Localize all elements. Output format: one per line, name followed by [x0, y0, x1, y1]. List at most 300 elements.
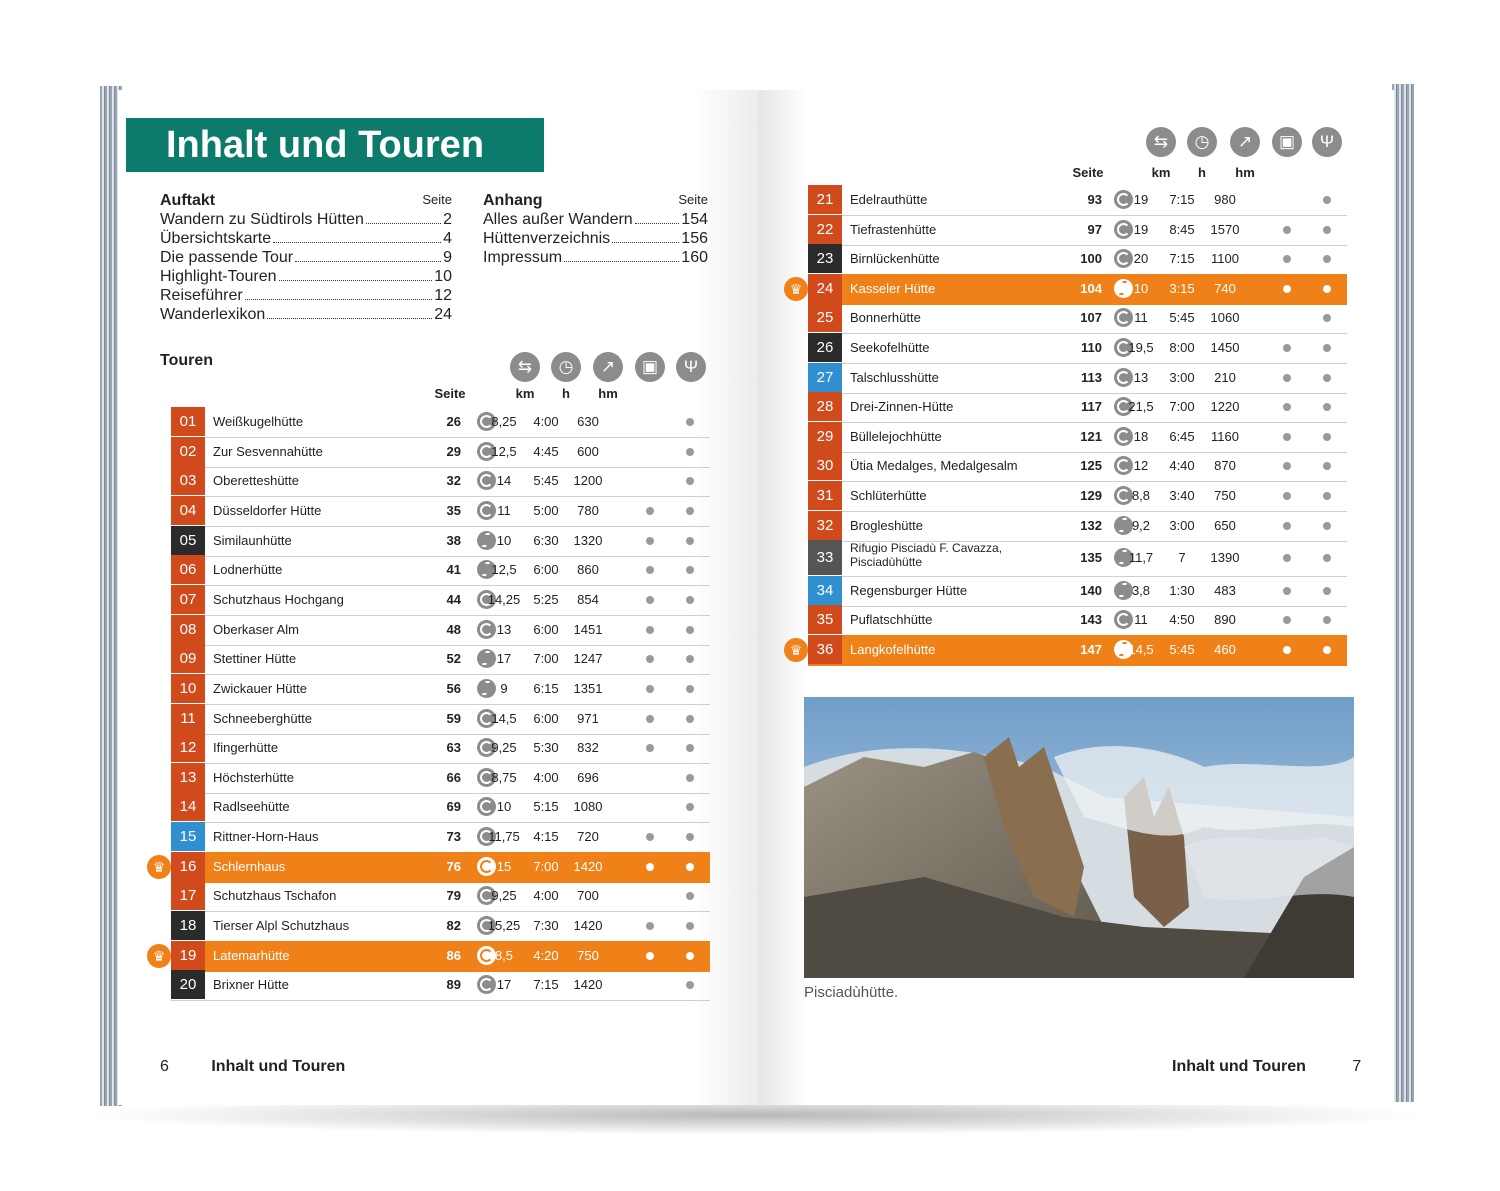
- toc-leader-dots: [245, 286, 433, 300]
- col-km: km: [1151, 165, 1171, 180]
- tour-page: 35: [446, 502, 461, 518]
- tour-elevation: 740: [1214, 280, 1236, 296]
- food-available-dot: [1323, 403, 1331, 411]
- food-available-dot: [1323, 616, 1331, 624]
- tour-hours: 1:30: [1169, 582, 1195, 598]
- food-available-dot: [686, 952, 694, 960]
- food-available-dot: [1323, 374, 1331, 382]
- tour-name: Edelrauthütte: [850, 192, 928, 207]
- toc-anhang: [483, 192, 708, 267]
- table-row[interactable]: [171, 407, 710, 438]
- tour-number: 35: [808, 605, 842, 634]
- tour-hours: 4:00: [533, 888, 559, 904]
- tour-page: 104: [1080, 280, 1102, 296]
- tour-name: Kasseler Hütte: [850, 280, 936, 296]
- tour-name: Lodnerhütte: [213, 562, 283, 578]
- table-row[interactable]: [171, 555, 710, 586]
- restaurant-icon: Ψ: [676, 352, 706, 382]
- tour-name: Bonnerhütte: [850, 310, 921, 326]
- table-row[interactable]: [171, 526, 710, 557]
- tour-page: 129: [1080, 488, 1102, 503]
- bus-available-dot: [646, 863, 654, 871]
- tour-page: 59: [446, 710, 461, 726]
- bus-available-dot: [646, 952, 654, 960]
- tour-elevation: 1060: [1210, 310, 1240, 326]
- tour-name: Schneeberghütte: [213, 710, 313, 726]
- tour-number: 05: [171, 526, 205, 555]
- toc-anhang-seite-label: Seite: [678, 192, 708, 207]
- tour-km: 11: [497, 502, 511, 518]
- tour-elevation: 980: [1214, 192, 1236, 207]
- tour-elevation: 1320: [573, 532, 603, 548]
- bus-icon: ▣: [1272, 127, 1302, 157]
- tour-elevation: 750: [1214, 488, 1236, 503]
- tour-page: 143: [1080, 612, 1102, 628]
- tour-name: Birnlückenhütte: [850, 251, 940, 267]
- tour-hours: 5:30: [533, 740, 559, 756]
- signpost-icon: ⇆: [510, 352, 540, 382]
- table-row[interactable]: [808, 185, 1347, 216]
- toc-entry[interactable]: [160, 210, 452, 229]
- highlight-crown-icon: ♛: [147, 944, 171, 968]
- food-available-dot: [686, 715, 694, 723]
- table-row[interactable]: [808, 576, 1347, 607]
- food-available-dot: [1323, 462, 1331, 470]
- toc-entry[interactable]: [483, 248, 708, 267]
- toc-leader-dots: [366, 210, 441, 224]
- tour-elevation: 971: [577, 710, 599, 726]
- tour-page: 63: [446, 740, 461, 756]
- tour-number: 11: [171, 704, 205, 733]
- toc-entry[interactable]: [160, 248, 452, 267]
- tour-km: 8,75: [491, 769, 517, 785]
- title-banner: [126, 118, 544, 172]
- tour-km: 8,8: [1131, 488, 1151, 503]
- clock-icon: ◷: [551, 352, 581, 382]
- tour-km: 3,8: [1131, 582, 1151, 598]
- table-row[interactable]: [171, 704, 710, 735]
- toc-anhang-heading: Anhang: [483, 192, 543, 209]
- tour-elevation: 860: [577, 562, 599, 578]
- food-available-dot: [1323, 646, 1331, 654]
- tour-km: 12,5: [491, 562, 517, 578]
- tour-hours: 7:15: [1169, 192, 1195, 207]
- tour-hours: 7:15: [1169, 251, 1195, 267]
- tour-name: Schlernhaus: [213, 858, 286, 874]
- tour-number: 19: [171, 941, 205, 970]
- col-seite: Seite: [1072, 165, 1104, 180]
- tour-name: Rifugio Pisciadù F. Cavazza, Pisciadùhütte: [850, 541, 1003, 570]
- tour-km: 10: [496, 532, 512, 548]
- tour-number: 17: [171, 881, 205, 910]
- tour-name: Oberkaser Alm: [213, 621, 299, 637]
- toc-entry[interactable]: [160, 229, 452, 248]
- tour-number: 22: [808, 215, 842, 244]
- tour-hours: 3:00: [1169, 517, 1195, 533]
- tour-km: 13: [496, 621, 512, 637]
- table-row[interactable]: [808, 481, 1347, 512]
- food-available-dot: [686, 448, 694, 456]
- tour-elevation: 1390: [1210, 550, 1240, 566]
- footer-right: [1172, 1058, 1361, 1076]
- toc-entry-title: Reiseführer: [160, 287, 243, 304]
- tour-name: Puflatschhütte: [850, 612, 933, 628]
- col-h: h: [1198, 165, 1206, 180]
- tour-elevation: 1451: [573, 621, 603, 637]
- table-row[interactable]: [808, 422, 1347, 453]
- food-available-dot: [686, 655, 694, 663]
- tour-hours: 7:00: [533, 858, 559, 874]
- tour-name: Stettiner Hütte: [213, 651, 297, 667]
- table-row[interactable]: [808, 363, 1347, 394]
- tour-number: 04: [171, 496, 205, 525]
- table-row[interactable]: [808, 540, 1347, 577]
- touren-heading: Touren: [160, 352, 214, 369]
- tour-km: 12,5: [491, 443, 517, 459]
- page-title: Inhalt und Touren: [166, 124, 485, 166]
- tour-page: 73: [446, 829, 461, 845]
- table-row[interactable]: [808, 333, 1347, 364]
- tour-number: 13: [171, 763, 205, 792]
- table-row[interactable]: [171, 585, 710, 616]
- food-available-dot: [1323, 433, 1331, 441]
- tour-elevation: 696: [577, 769, 599, 785]
- page-number-left: 6: [160, 1058, 169, 1075]
- col-hm: hm: [1235, 165, 1255, 180]
- bus-available-dot: [646, 685, 654, 693]
- tour-page: 41: [446, 562, 461, 578]
- toc-entry[interactable]: [483, 210, 708, 229]
- food-available-dot: [1323, 492, 1331, 500]
- tour-elevation: 460: [1214, 642, 1236, 657]
- tour-number: 10: [171, 674, 205, 703]
- food-available-dot: [686, 833, 694, 841]
- tour-page: 121: [1080, 428, 1102, 444]
- bus-available-dot: [1283, 226, 1291, 234]
- bus-available-dot: [646, 507, 654, 515]
- tour-number: 03: [171, 466, 205, 495]
- highlight-crown-icon: ♛: [147, 855, 171, 879]
- bus-available-dot: [1283, 646, 1291, 654]
- photo-caption: Pisciadùhütte.: [804, 984, 899, 1001]
- table-row[interactable]: [808, 511, 1347, 542]
- tour-elevation: 1420: [573, 858, 603, 874]
- toc-entry-title: Highlight-Touren: [160, 268, 277, 285]
- highlight-crown-icon: ♛: [784, 638, 808, 662]
- tour-km: 11: [1134, 310, 1148, 326]
- tour-name: Regensburger Hütte: [850, 582, 968, 598]
- tour-elevation: 1351: [573, 680, 603, 696]
- tour-number: 29: [808, 422, 842, 451]
- toc-entry-page: 4: [443, 230, 452, 247]
- table-row[interactable]: [171, 763, 710, 794]
- tour-elevation: 1247: [573, 651, 603, 667]
- bus-available-dot: [1283, 403, 1291, 411]
- table-row[interactable]: [171, 822, 710, 853]
- tour-number: 31: [808, 481, 842, 510]
- food-available-dot: [686, 774, 694, 782]
- tour-km: 9: [500, 680, 508, 696]
- tour-page: 117: [1081, 399, 1102, 415]
- tour-hours: 5:45: [1169, 310, 1195, 326]
- tour-page: 44: [446, 591, 461, 607]
- table-row[interactable]: [808, 244, 1347, 275]
- tour-number: 09: [171, 644, 205, 673]
- tour-hours: 5:00: [533, 502, 559, 518]
- bus-available-dot: [646, 715, 654, 723]
- tour-number: 30: [808, 451, 842, 480]
- toc-leader-dots: [612, 229, 679, 243]
- tour-hours: 3:15: [1169, 280, 1195, 296]
- table-row[interactable]: [808, 392, 1347, 423]
- tour-km: 19,5: [1128, 340, 1154, 355]
- table-row[interactable]: [171, 615, 710, 646]
- tour-page: 76: [446, 858, 461, 874]
- tour-name: Brogleshütte: [850, 517, 923, 533]
- tour-hours: 8:45: [1169, 221, 1195, 237]
- tour-page: 89: [446, 977, 461, 993]
- tour-km: 8,5: [494, 947, 514, 963]
- tour-km: 17: [496, 977, 512, 993]
- tour-hours: 7:00: [533, 651, 559, 667]
- tour-page: 93: [1087, 192, 1102, 207]
- tour-hours: 3:40: [1169, 488, 1195, 503]
- col-km: km: [515, 386, 535, 401]
- toc-entry[interactable]: [160, 305, 452, 324]
- bus-available-dot: [646, 596, 654, 604]
- tour-hours: 6:00: [533, 621, 559, 637]
- tour-elevation: 1450: [1210, 340, 1240, 355]
- tour-number: 20: [171, 970, 205, 999]
- toc-entry[interactable]: [160, 267, 452, 286]
- table-row[interactable]: [171, 881, 710, 912]
- tour-elevation: 890: [1214, 612, 1236, 628]
- tour-hours: 8:00: [1169, 340, 1195, 355]
- bus-available-dot: [1283, 554, 1291, 562]
- tour-km: 10: [496, 799, 512, 815]
- tour-km: 13: [1133, 369, 1149, 385]
- tour-page: 132: [1080, 517, 1102, 533]
- bus-available-dot: [646, 922, 654, 930]
- tour-elevation: 1080: [573, 799, 603, 815]
- toc-entry[interactable]: [483, 229, 708, 248]
- food-available-dot: [686, 803, 694, 811]
- food-available-dot: [1323, 344, 1331, 352]
- tour-number: 12: [171, 733, 205, 762]
- tour-page: 135: [1080, 550, 1102, 566]
- tour-number: 24: [808, 274, 842, 303]
- tour-name: Düsseldorfer Hütte: [213, 502, 322, 518]
- tour-page: 56: [446, 680, 461, 696]
- tour-name: Schutzhaus Tschafon: [213, 888, 337, 904]
- tour-page: 48: [446, 621, 461, 637]
- tour-km: 11: [1134, 612, 1148, 628]
- table-row[interactable]: [808, 451, 1347, 482]
- food-available-dot: [1323, 196, 1331, 204]
- food-available-dot: [686, 744, 694, 752]
- tour-elevation: 1160: [1211, 428, 1239, 444]
- tour-number: 21: [808, 185, 842, 214]
- tour-km: 8,25: [491, 414, 517, 429]
- tour-page: 52: [446, 651, 461, 667]
- toc-leader-dots: [279, 267, 433, 281]
- toc-entry-title: Alles außer Wandern: [483, 211, 633, 228]
- bus-available-dot: [1283, 522, 1291, 530]
- toc-entry-title: Wanderlexikon: [160, 306, 266, 323]
- tour-elevation: 650: [1214, 517, 1236, 533]
- toc-entry-page: 9: [443, 249, 452, 266]
- tour-page: 38: [446, 532, 461, 548]
- tour-hours: 7:15: [533, 977, 559, 993]
- bus-available-dot: [1283, 285, 1291, 293]
- tour-km: 17: [496, 651, 512, 667]
- tour-name: Höchsterhütte: [213, 769, 294, 785]
- tour-elevation: 600: [577, 443, 599, 459]
- bus-available-dot: [646, 537, 654, 545]
- table-row[interactable]: [808, 303, 1347, 334]
- tour-elevation: 750: [577, 947, 599, 963]
- tour-km: 15,25: [487, 918, 521, 934]
- table-row[interactable]: [171, 792, 710, 823]
- tour-page: 32: [446, 473, 461, 489]
- tour-elevation: 1220: [1210, 399, 1240, 415]
- tour-page: 110: [1081, 340, 1102, 355]
- toc-entry-page: 10: [434, 268, 452, 285]
- tour-page: 125: [1080, 458, 1102, 474]
- tour-km: 21,5: [1128, 399, 1154, 415]
- tour-name: Büllelejochhütte: [850, 428, 942, 444]
- tour-elevation: 1100: [1211, 251, 1239, 267]
- table-row[interactable]: [171, 970, 710, 1001]
- bus-available-dot: [646, 566, 654, 574]
- food-available-dot: [1323, 285, 1331, 293]
- tour-elevation: 1420: [573, 977, 603, 993]
- bus-available-dot: [1283, 492, 1291, 500]
- tour-hours: 7:30: [533, 918, 559, 934]
- tour-hours: 4:00: [533, 769, 559, 785]
- table-row[interactable]: [789, 274, 1347, 305]
- tour-page: 107: [1080, 310, 1102, 326]
- tour-hours: 5:45: [533, 473, 559, 489]
- toc-auftakt: [160, 192, 452, 324]
- tour-page: 79: [446, 888, 461, 904]
- food-available-dot: [686, 981, 694, 989]
- tour-name: Schlüterhütte: [850, 488, 927, 503]
- food-available-dot: [686, 566, 694, 574]
- food-available-dot: [1323, 226, 1331, 234]
- table-row[interactable]: [171, 437, 710, 468]
- bus-available-dot: [1283, 374, 1291, 382]
- tour-name: Tiefrastenhütte: [850, 221, 937, 237]
- food-available-dot: [686, 477, 694, 485]
- toc-entry[interactable]: [160, 286, 452, 305]
- bus-available-dot: [646, 744, 654, 752]
- tour-km: 15: [496, 858, 512, 874]
- tour-page: 26: [446, 414, 461, 429]
- tour-number: 27: [808, 363, 842, 392]
- toc-entry-page: 2: [443, 211, 452, 228]
- tour-number: 14: [171, 792, 205, 821]
- toc-leader-dots: [635, 210, 680, 224]
- tour-name: Weißkugelhütte: [213, 414, 304, 429]
- tour-km: 19: [1133, 192, 1149, 207]
- food-available-dot: [686, 418, 694, 426]
- tour-hours: 5:45: [1169, 642, 1195, 657]
- tour-elevation: 1420: [573, 918, 603, 934]
- tour-number: 36: [808, 635, 842, 664]
- table-row[interactable]: [171, 733, 710, 764]
- tour-elevation: 870: [1214, 458, 1236, 474]
- tour-hours: 7:00: [1169, 399, 1195, 415]
- tour-name: Latemarhütte: [213, 947, 290, 963]
- table-row[interactable]: [808, 215, 1347, 246]
- table-row[interactable]: [789, 635, 1347, 666]
- tour-name: Seekofelhütte: [850, 340, 930, 355]
- food-available-dot: [686, 537, 694, 545]
- food-available-dot: [1323, 522, 1331, 530]
- table-row[interactable]: [171, 496, 710, 527]
- tour-name: Oberetteshütte: [213, 473, 299, 489]
- table-row[interactable]: [152, 941, 710, 972]
- table-row[interactable]: [171, 911, 710, 942]
- bus-available-dot: [1283, 587, 1291, 595]
- tour-name: Ütia Medalges, Medalgesalm: [850, 458, 1018, 474]
- tour-page: 66: [446, 769, 461, 785]
- food-available-dot: [686, 922, 694, 930]
- tour-hours: 4:20: [533, 947, 559, 963]
- tour-hours: 4:00: [533, 414, 559, 429]
- bus-available-dot: [1283, 462, 1291, 470]
- toc-entry-title: Impressum: [483, 249, 563, 266]
- bus-available-dot: [1283, 344, 1291, 352]
- food-available-dot: [1323, 554, 1331, 562]
- tour-name: Rittner-Horn-Haus: [213, 829, 319, 845]
- food-available-dot: [1323, 255, 1331, 263]
- tour-km: 9,2: [1131, 517, 1151, 533]
- tour-km: 14,25: [487, 591, 521, 607]
- tour-km: 11,7: [1128, 550, 1154, 566]
- tour-number: 34: [808, 576, 842, 605]
- table-row[interactable]: [152, 852, 710, 883]
- tour-km: 19: [1133, 221, 1149, 237]
- tour-elevation: 210: [1214, 369, 1236, 385]
- book-edge-right: [1392, 84, 1414, 1102]
- table-row[interactable]: [171, 466, 710, 497]
- tour-name: Zur Sesvennahütte: [213, 443, 323, 459]
- tour-page: 82: [446, 918, 461, 934]
- table-row[interactable]: [808, 605, 1347, 636]
- toc-entry-page: 154: [681, 211, 708, 228]
- table-row[interactable]: [171, 674, 710, 705]
- toc-entry-title: Die passende Tour: [160, 249, 294, 266]
- col-h: h: [562, 386, 570, 401]
- tour-elevation: 854: [577, 591, 599, 607]
- toc-leader-dots: [564, 248, 679, 262]
- tour-name: Schutzhaus Hochgang: [213, 591, 344, 607]
- tour-elevation: 720: [577, 829, 599, 845]
- table-row[interactable]: [171, 644, 710, 675]
- tour-km: 9,25: [491, 888, 517, 904]
- tour-number: 07: [171, 585, 205, 614]
- tour-elevation: 832: [577, 740, 599, 756]
- toc-entry-title: Hüttenverzeichnis: [483, 230, 611, 247]
- tour-hours: 6:00: [533, 562, 559, 578]
- photo-pisciadu-huette: [804, 697, 1354, 978]
- tour-hours: 4:45: [533, 443, 559, 459]
- tour-hours: 5:25: [533, 591, 559, 607]
- tour-km: 18: [1133, 428, 1149, 444]
- ascent-icon: ↗: [593, 352, 623, 382]
